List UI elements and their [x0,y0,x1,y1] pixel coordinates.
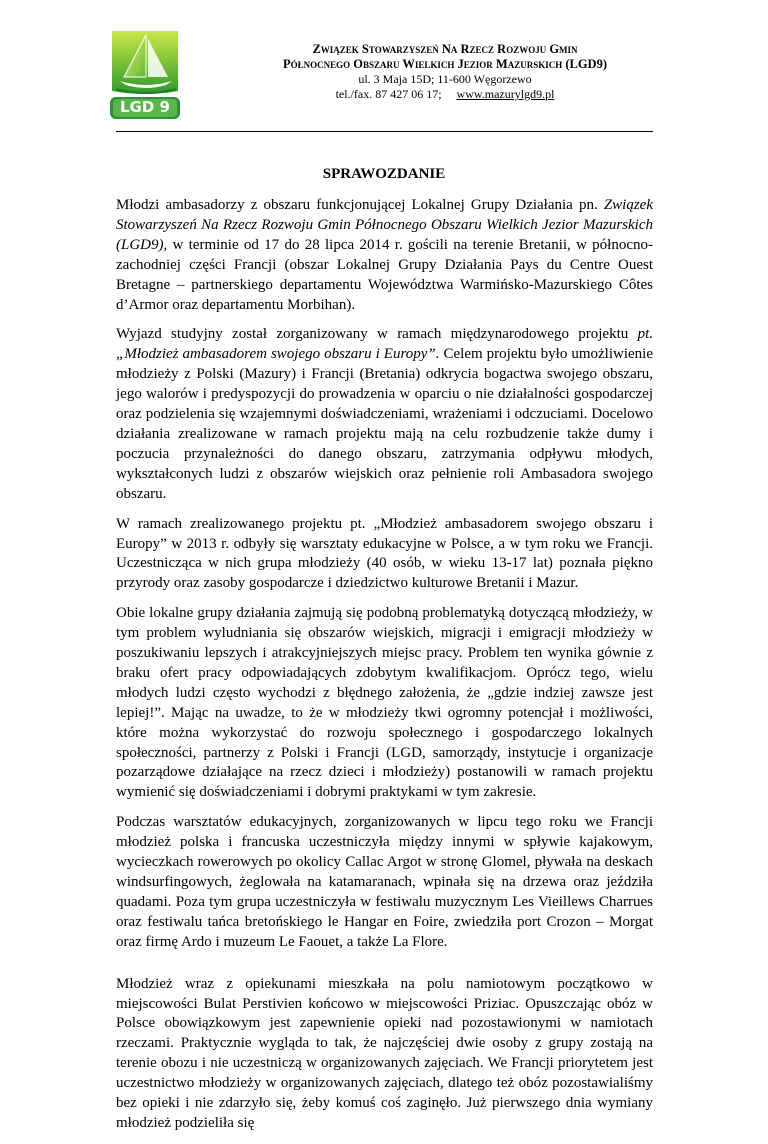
paragraph-2 [116,325,653,504]
p1-italic-org: Związek Stowarzyszeń Na Rzecz Rozwoju Gmin Północnego Obszaru Wielkich Jezior Mazurskich (LGD9) [116,197,653,253]
org-phone: tel./fax. 87 427 06 17; [335,87,442,101]
p1-text: Młodzi ambasadorzy z obszaru funkcjonującej Lokalnej Grupy Działania pn. [116,197,604,213]
paragraph-3: W ramach zrealizowanego projektu pt. „Młodzież ambasadorem swojego obszaru i Europy” w 2013 r. odbyły się warsztaty edukacyjne w Polsce, a w tym roku we Francji. Uczestnicząca w nich grupa młodzieży (40 osób, w wieku 13-17 lat) poznała piękno przyrody oraz zasoby gospodarcze i dziedzictwo kulturowe Bretanii i Mazur. [116,515,653,592]
p2-text-cont: Celem projektu było umożliwienie młodzieży z Polski (Mazury) i Francji (Bretania) odkrycia bogactwa swojego obszaru, jego walorów i predyspozycji do prowadzenia w oparciu o nie działalności gospodarczej oraz podzielenia się wzajemnymi doświadczeniami, wrażeniami i odczuciami. Docelowo działania zrealizowane w ramach projektu mają na celu rozbudzenie także dumy i poczucia przynależności do danego obszaru, zatrzymania odpływu młodych, wykształconych ludzi z obszarów wiejskich oraz pełnienie roli Ambasadora swojego obszaru. [116,346,653,502]
logo-text: LGD 9 [120,98,170,116]
website-link[interactable]: www.mazurylgd9.pl [456,87,555,101]
org-contact [200,87,690,102]
p2-italic-project: pt. „Młodzież ambasadorem swojego obszaru i Europy”. [116,326,653,363]
p1-text-cont: , w terminie od 17 do 28 lipca 2014 r. gościli na terenie Bretanii, w północno-zachodniej części Francji (obszar Lokalnej Grupy Działania Pays du Centre Ouest Bretagne – partnerskiego departamentu Województwa Warmińsko-Mazurskiego Côtes d’Armor oraz departamentu Morbihan). [116,236,653,313]
paragraph-5: Podczas warsztatów edukacyjnych, zorganizowanych w lipcu tego roku we Francji młodzież polska i francuska uczestniczyła między innymi w spływie kajakowym, wycieczkach rowerowych po okolicy Callac Argot w stronę Glomel, pływała na deskach windsurfingowych, żeglowała na katamaranach, wpinała się na drzewa oraz jeździła quadami. Poza tym grupa uczestniczyła w festiwalu muzycznym Les Vieillews Charrues oraz festiwalu tańca bretońskiego le Hangar en Foire, zwiedziła port Crozon – Morgat oraz firmę Ardo i muzeum Le Faouet, a także La Flore. [116,814,653,950]
organization-header [200,42,690,102]
org-address: ul. 3 Maja 15D; 11-600 Węgorzewo [358,72,532,86]
header-divider [116,131,653,132]
paragraph-4: Obie lokalne grupy działania zajmują się podobną problematyką dotyczącą młodzieży, w tym problem wyludniania się obszarów wiejskich, migracji i emigracji młodzieży w poszukiwaniu lepszych i atrakcyjniejszych miejsc pracy. Problem ten wynika gównie z braku ofert pracy odpowiadających zdobytym kwalifikacjom. Oprócz tego, wielu młodych ludzi często wychodzi z błędnego założenia, że „gdzie indziej zawsze jest lepiej!”. Mając na uwadze, to że w młodzieży tkwi ogromny potencjał i możliwości, które można wykorzystać do rozwoju społecznego i gospodarczego lokalnych społeczności, partnerzy z Polski i Francji (LGD, samorządy, instytucje i organizacje pozarządowe działające na rzecz dzieci i młodzieży) postanowili w ramach projektu wymienić się doświadczeniami i dobrymi praktykami w tym zakresie. [116,605,653,801]
paragraph-1 [116,196,653,315]
document-body [116,196,653,1144]
org-name-line2: Północnego Obszaru Wielkich Jezior Mazurskich (LGD9) [282,57,607,71]
document-title: SPRAWOZDANIE [322,166,446,182]
org-name-line1: Związek Stowarzyszeń Na Rzecz Rozwoju Gmin [312,42,578,56]
lgd9-logo [106,27,184,123]
paragraph-6: Młodzież wraz z opiekunami mieszkała na polu namiotowym początkowo w miejscowości Bulat Perstivien końcowo w miejscowości Priziac. Opuszczając obóz w Polsce obowiązkowym jest zapewnienie opieki nad pozostawionymi w namiotach rzeczami. Praktycznie wygląda to tak, że najczęściej dwie osoby z grupy zostają na terenie obozu i nie uczestniczą w organizowanych zajęciach. We Francji priorytetem jest uczestnictwo młodzieży w organizowanych zajęciach, dlatego też obóz pozostawialiśmy bez opieki i nie zdarzyło się, żeby komuś coś zaginęło. Już pierwszego dnia wymiany młodzież podzieliła się [116,975,653,1131]
p2-text: Wyjazd studyjny został zorganizowany w ramach międzynarodowego projektu [116,326,638,343]
